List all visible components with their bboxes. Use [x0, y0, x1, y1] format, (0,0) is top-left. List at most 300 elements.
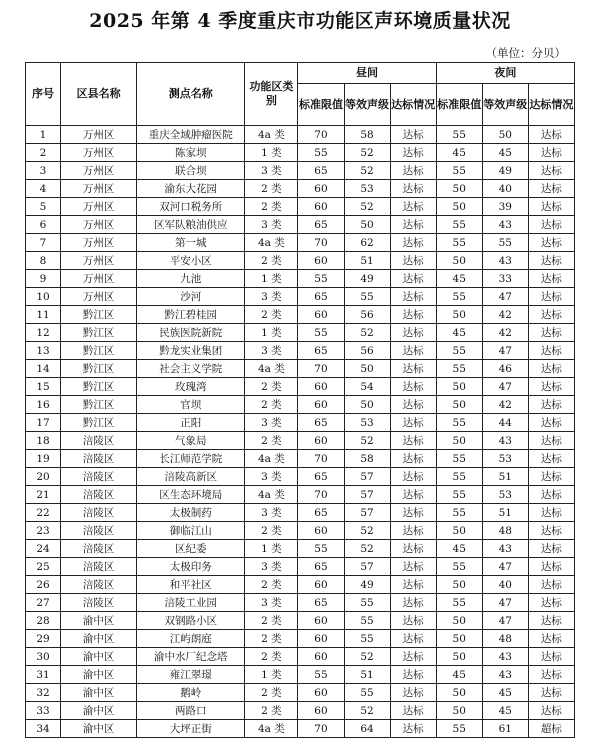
- header-day: 昼间: [298, 63, 436, 84]
- cell-district: 渝中区: [61, 720, 137, 738]
- cell-day-limit: 70: [298, 720, 344, 738]
- cell-night-level: 46: [482, 360, 528, 378]
- cell-day-status: 达标: [390, 180, 436, 198]
- cell-night-status: 达标: [528, 162, 574, 180]
- table-row: [26, 450, 575, 468]
- cell-category: 1 类: [245, 144, 298, 162]
- cell-seq: 19: [26, 450, 61, 468]
- cell-day-status: 达标: [390, 144, 436, 162]
- cell-seq: 6: [26, 216, 61, 234]
- cell-category: 3 类: [245, 342, 298, 360]
- cell-seq: 14: [26, 360, 61, 378]
- cell-site: 区生态环境局: [137, 486, 245, 504]
- page-title: 2025 年第 4 季度重庆市功能区声环境质量状况: [89, 10, 511, 32]
- cell-night-limit: 55: [436, 342, 482, 360]
- cell-night-level: 45: [482, 684, 528, 702]
- cell-district: 万州区: [61, 234, 137, 252]
- table-row: [26, 144, 575, 162]
- cell-district: 万州区: [61, 270, 137, 288]
- table-row: [26, 162, 575, 180]
- cell-day-limit: 65: [298, 216, 344, 234]
- cell-category: 3 类: [245, 504, 298, 522]
- cell-night-limit: 45: [436, 270, 482, 288]
- cell-seq: 20: [26, 468, 61, 486]
- cell-day-level: 62: [344, 234, 390, 252]
- cell-night-status: 达标: [528, 324, 574, 342]
- table-row: [26, 504, 575, 522]
- table-row: [26, 522, 575, 540]
- cell-night-limit: 50: [436, 612, 482, 630]
- cell-day-status: 达标: [390, 666, 436, 684]
- cell-site: 双河口税务所: [137, 198, 245, 216]
- cell-night-status: 达标: [528, 270, 574, 288]
- cell-site: 沙河: [137, 288, 245, 306]
- cell-night-limit: 55: [436, 504, 482, 522]
- cell-night-limit: 45: [436, 666, 482, 684]
- cell-category: 2 类: [245, 684, 298, 702]
- cell-day-status: 达标: [390, 126, 436, 144]
- header-night-level: 等效声级: [482, 84, 528, 126]
- cell-district: 涪陵区: [61, 522, 137, 540]
- cell-category: 1 类: [245, 270, 298, 288]
- cell-night-status: 达标: [528, 594, 574, 612]
- cell-category: 4a 类: [245, 486, 298, 504]
- cell-day-limit: 65: [298, 342, 344, 360]
- cell-night-status: 达标: [528, 612, 574, 630]
- cell-seq: 33: [26, 702, 61, 720]
- cell-category: 1 类: [245, 666, 298, 684]
- cell-seq: 24: [26, 540, 61, 558]
- cell-night-status: 达标: [528, 342, 574, 360]
- cell-night-status: 达标: [528, 234, 574, 252]
- table-row: [26, 198, 575, 216]
- cell-site: 区军队粮油供应: [137, 216, 245, 234]
- cell-category: 3 类: [245, 288, 298, 306]
- cell-night-level: 47: [482, 594, 528, 612]
- cell-night-status: 达标: [528, 378, 574, 396]
- cell-night-limit: 55: [436, 468, 482, 486]
- table-row: [26, 612, 575, 630]
- cell-night-level: 43: [482, 216, 528, 234]
- cell-seq: 12: [26, 324, 61, 342]
- cell-day-level: 52: [344, 162, 390, 180]
- cell-district: 涪陵区: [61, 504, 137, 522]
- cell-site: 大坪正街: [137, 720, 245, 738]
- cell-day-limit: 65: [298, 162, 344, 180]
- cell-day-limit: 60: [298, 378, 344, 396]
- cell-night-status: 达标: [528, 306, 574, 324]
- cell-day-limit: 60: [298, 522, 344, 540]
- table-row: [26, 576, 575, 594]
- cell-category: 2 类: [245, 648, 298, 666]
- cell-site: 联合坝: [137, 162, 245, 180]
- cell-night-limit: 50: [436, 576, 482, 594]
- cell-night-level: 53: [482, 450, 528, 468]
- cell-night-level: 42: [482, 324, 528, 342]
- table-row: [26, 342, 575, 360]
- cell-night-status: 达标: [528, 666, 574, 684]
- cell-category: 3 类: [245, 162, 298, 180]
- cell-day-level: 54: [344, 378, 390, 396]
- cell-night-level: 47: [482, 378, 528, 396]
- cell-site: 玫瑰湾: [137, 378, 245, 396]
- cell-category: 2 类: [245, 576, 298, 594]
- cell-site: 陈家坝: [137, 144, 245, 162]
- cell-site: 区纪委: [137, 540, 245, 558]
- cell-district: 万州区: [61, 126, 137, 144]
- cell-seq: 5: [26, 198, 61, 216]
- cell-district: 黔江区: [61, 342, 137, 360]
- cell-night-level: 40: [482, 180, 528, 198]
- cell-category: 2 类: [245, 630, 298, 648]
- cell-night-limit: 50: [436, 684, 482, 702]
- cell-day-limit: 60: [298, 576, 344, 594]
- cell-day-level: 53: [344, 414, 390, 432]
- cell-day-level: 52: [344, 432, 390, 450]
- cell-category: 2 类: [245, 702, 298, 720]
- cell-day-level: 57: [344, 504, 390, 522]
- table-row: [26, 270, 575, 288]
- cell-night-level: 61: [482, 720, 528, 738]
- cell-seq: 22: [26, 504, 61, 522]
- cell-district: 涪陵区: [61, 576, 137, 594]
- cell-site: 渝东大花园: [137, 180, 245, 198]
- cell-night-limit: 55: [436, 720, 482, 738]
- cell-day-level: 52: [344, 648, 390, 666]
- cell-night-level: 43: [482, 252, 528, 270]
- cell-day-level: 56: [344, 342, 390, 360]
- cell-night-level: 55: [482, 234, 528, 252]
- cell-seq: 25: [26, 558, 61, 576]
- cell-day-status: 达标: [390, 252, 436, 270]
- cell-night-level: 47: [482, 288, 528, 306]
- cell-district: 渝中区: [61, 630, 137, 648]
- cell-day-status: 达标: [390, 648, 436, 666]
- cell-day-status: 达标: [390, 360, 436, 378]
- cell-day-level: 52: [344, 702, 390, 720]
- cell-day-limit: 60: [298, 648, 344, 666]
- cell-night-limit: 55: [436, 594, 482, 612]
- cell-day-limit: 60: [298, 198, 344, 216]
- table-row: [26, 720, 575, 738]
- cell-night-level: 45: [482, 702, 528, 720]
- cell-category: 2 类: [245, 522, 298, 540]
- cell-day-level: 56: [344, 306, 390, 324]
- cell-night-level: 51: [482, 468, 528, 486]
- cell-district: 黔江区: [61, 414, 137, 432]
- cell-seq: 27: [26, 594, 61, 612]
- cell-night-limit: 50: [436, 702, 482, 720]
- header-night: 夜间: [436, 63, 574, 84]
- cell-district: 万州区: [61, 288, 137, 306]
- cell-day-limit: 60: [298, 252, 344, 270]
- cell-day-limit: 55: [298, 324, 344, 342]
- cell-day-level: 49: [344, 576, 390, 594]
- header-site: 测点名称: [137, 63, 245, 126]
- cell-night-status: 达标: [528, 576, 574, 594]
- cell-seq: 21: [26, 486, 61, 504]
- cell-day-status: 达标: [390, 396, 436, 414]
- cell-day-status: 达标: [390, 576, 436, 594]
- cell-site: 雍江翠璟: [137, 666, 245, 684]
- table-row: [26, 684, 575, 702]
- cell-night-level: 42: [482, 396, 528, 414]
- cell-category: 2 类: [245, 432, 298, 450]
- cell-night-limit: 55: [436, 360, 482, 378]
- cell-night-level: 39: [482, 198, 528, 216]
- cell-category: 2 类: [245, 612, 298, 630]
- cell-night-status: 达标: [528, 702, 574, 720]
- cell-district: 涪陵区: [61, 468, 137, 486]
- cell-district: 涪陵区: [61, 558, 137, 576]
- cell-category: 2 类: [245, 198, 298, 216]
- cell-day-level: 58: [344, 126, 390, 144]
- cell-site: 民族医院新院: [137, 324, 245, 342]
- cell-night-level: 47: [482, 342, 528, 360]
- cell-day-level: 50: [344, 360, 390, 378]
- cell-night-level: 47: [482, 558, 528, 576]
- cell-day-level: 52: [344, 324, 390, 342]
- header-day-status: 达标情况: [390, 84, 436, 126]
- cell-night-level: 43: [482, 432, 528, 450]
- cell-district: 黔江区: [61, 360, 137, 378]
- cell-site: 渝中水厂纪念塔: [137, 648, 245, 666]
- table-row: [26, 432, 575, 450]
- cell-seq: 10: [26, 288, 61, 306]
- cell-day-level: 50: [344, 216, 390, 234]
- cell-day-status: 达标: [390, 630, 436, 648]
- cell-day-status: 达标: [390, 702, 436, 720]
- cell-seq: 3: [26, 162, 61, 180]
- cell-day-status: 达标: [390, 684, 436, 702]
- cell-night-limit: 55: [436, 216, 482, 234]
- cell-day-limit: 65: [298, 414, 344, 432]
- cell-night-status: 达标: [528, 360, 574, 378]
- cell-night-status: 达标: [528, 450, 574, 468]
- cell-day-level: 64: [344, 720, 390, 738]
- table-row: [26, 486, 575, 504]
- cell-night-status: 达标: [528, 126, 574, 144]
- cell-district: 渝中区: [61, 612, 137, 630]
- cell-site: 黔龙实业集团: [137, 342, 245, 360]
- cell-seq: 29: [26, 630, 61, 648]
- cell-night-status: 达标: [528, 252, 574, 270]
- cell-site: 正阳: [137, 414, 245, 432]
- cell-day-limit: 60: [298, 612, 344, 630]
- table-body: [26, 126, 575, 738]
- cell-day-level: 51: [344, 252, 390, 270]
- cell-seq: 11: [26, 306, 61, 324]
- cell-district: 万州区: [61, 180, 137, 198]
- cell-night-status: 达标: [528, 468, 574, 486]
- cell-day-level: 53: [344, 180, 390, 198]
- header-night-status: 达标情况: [528, 84, 574, 126]
- cell-night-status: 达标: [528, 630, 574, 648]
- cell-category: 3 类: [245, 414, 298, 432]
- cell-night-level: 43: [482, 540, 528, 558]
- cell-night-limit: 45: [436, 324, 482, 342]
- cell-seq: 2: [26, 144, 61, 162]
- cell-site: 平安小区: [137, 252, 245, 270]
- cell-day-level: 50: [344, 396, 390, 414]
- cell-site: 双钢路小区: [137, 612, 245, 630]
- cell-night-level: 49: [482, 162, 528, 180]
- cell-day-limit: 60: [298, 684, 344, 702]
- cell-district: 涪陵区: [61, 594, 137, 612]
- cell-night-limit: 45: [436, 144, 482, 162]
- cell-night-level: 48: [482, 522, 528, 540]
- cell-site: 九池: [137, 270, 245, 288]
- cell-category: 4a 类: [245, 720, 298, 738]
- cell-seq: 4: [26, 180, 61, 198]
- cell-day-level: 55: [344, 594, 390, 612]
- cell-site: 鹅岭: [137, 684, 245, 702]
- cell-night-limit: 55: [436, 414, 482, 432]
- table-row: [26, 558, 575, 576]
- table-row: [26, 216, 575, 234]
- header-day-limit: 标准限值: [298, 84, 344, 126]
- table-row: [26, 630, 575, 648]
- cell-seq: 26: [26, 576, 61, 594]
- cell-night-status: 达标: [528, 558, 574, 576]
- cell-night-status: 达标: [528, 648, 574, 666]
- cell-night-level: 43: [482, 666, 528, 684]
- cell-category: 2 类: [245, 252, 298, 270]
- cell-site: 两路口: [137, 702, 245, 720]
- cell-district: 黔江区: [61, 396, 137, 414]
- cell-night-level: 44: [482, 414, 528, 432]
- cell-district: 渝中区: [61, 684, 137, 702]
- cell-seq: 23: [26, 522, 61, 540]
- cell-site: 社会主义学院: [137, 360, 245, 378]
- cell-day-level: 57: [344, 558, 390, 576]
- cell-site: 气象局: [137, 432, 245, 450]
- cell-category: 3 类: [245, 468, 298, 486]
- cell-night-status: 达标: [528, 198, 574, 216]
- cell-site: 御临江山: [137, 522, 245, 540]
- cell-category: 3 类: [245, 216, 298, 234]
- cell-night-limit: 55: [436, 162, 482, 180]
- cell-night-limit: 55: [436, 450, 482, 468]
- cell-day-limit: 55: [298, 666, 344, 684]
- cell-category: 4a 类: [245, 126, 298, 144]
- table-row: [26, 360, 575, 378]
- cell-district: 渝中区: [61, 666, 137, 684]
- table-row: [26, 234, 575, 252]
- cell-day-limit: 65: [298, 558, 344, 576]
- cell-seq: 13: [26, 342, 61, 360]
- cell-day-status: 达标: [390, 324, 436, 342]
- cell-night-limit: 55: [436, 486, 482, 504]
- cell-seq: 31: [26, 666, 61, 684]
- noise-quality-table: [25, 62, 575, 738]
- cell-day-limit: 55: [298, 144, 344, 162]
- cell-site: 重庆全域肿瘤医院: [137, 126, 245, 144]
- cell-category: 2 类: [245, 378, 298, 396]
- cell-day-level: 55: [344, 630, 390, 648]
- cell-day-status: 达标: [390, 162, 436, 180]
- cell-seq: 28: [26, 612, 61, 630]
- cell-site: 官坝: [137, 396, 245, 414]
- cell-night-level: 45: [482, 144, 528, 162]
- cell-day-level: 55: [344, 684, 390, 702]
- cell-day-status: 达标: [390, 468, 436, 486]
- cell-day-status: 达标: [390, 612, 436, 630]
- cell-night-limit: 50: [436, 648, 482, 666]
- table-row: [26, 306, 575, 324]
- cell-day-level: 49: [344, 270, 390, 288]
- cell-day-limit: 65: [298, 504, 344, 522]
- cell-category: 1 类: [245, 540, 298, 558]
- cell-night-limit: 50: [436, 306, 482, 324]
- cell-night-status: 达标: [528, 288, 574, 306]
- cell-day-status: 达标: [390, 504, 436, 522]
- table-row: [26, 324, 575, 342]
- cell-day-level: 52: [344, 540, 390, 558]
- cell-category: 4a 类: [245, 360, 298, 378]
- table-row: [26, 666, 575, 684]
- cell-night-status: 达标: [528, 216, 574, 234]
- cell-night-limit: 50: [436, 378, 482, 396]
- cell-day-level: 58: [344, 450, 390, 468]
- cell-day-status: 达标: [390, 432, 436, 450]
- cell-night-level: 40: [482, 576, 528, 594]
- cell-category: 1 类: [245, 324, 298, 342]
- cell-district: 涪陵区: [61, 540, 137, 558]
- cell-day-limit: 60: [298, 702, 344, 720]
- cell-day-status: 达标: [390, 270, 436, 288]
- table-row: [26, 540, 575, 558]
- cell-district: 涪陵区: [61, 486, 137, 504]
- cell-night-status: 达标: [528, 180, 574, 198]
- cell-night-status: 达标: [528, 540, 574, 558]
- cell-day-level: 52: [344, 522, 390, 540]
- cell-day-limit: 60: [298, 432, 344, 450]
- table-row: [26, 396, 575, 414]
- table-row: [26, 126, 575, 144]
- cell-day-limit: 65: [298, 468, 344, 486]
- cell-day-level: 51: [344, 666, 390, 684]
- cell-day-status: 达标: [390, 198, 436, 216]
- cell-district: 万州区: [61, 144, 137, 162]
- cell-district: 万州区: [61, 162, 137, 180]
- table-row: [26, 180, 575, 198]
- cell-day-status: 达标: [390, 450, 436, 468]
- cell-day-status: 达标: [390, 522, 436, 540]
- cell-day-limit: 70: [298, 360, 344, 378]
- cell-day-level: 57: [344, 486, 390, 504]
- cell-night-status: 达标: [528, 144, 574, 162]
- cell-day-limit: 65: [298, 594, 344, 612]
- cell-day-limit: 60: [298, 396, 344, 414]
- table-row: [26, 594, 575, 612]
- cell-day-status: 达标: [390, 594, 436, 612]
- cell-night-limit: 50: [436, 630, 482, 648]
- cell-category: 4a 类: [245, 234, 298, 252]
- cell-night-level: 47: [482, 612, 528, 630]
- cell-site: 太极制药: [137, 504, 245, 522]
- cell-night-level: 48: [482, 630, 528, 648]
- cell-seq: 9: [26, 270, 61, 288]
- cell-site: 第一城: [137, 234, 245, 252]
- cell-district: 涪陵区: [61, 450, 137, 468]
- cell-site: 和平社区: [137, 576, 245, 594]
- cell-night-limit: 50: [436, 180, 482, 198]
- cell-district: 黔江区: [61, 306, 137, 324]
- cell-category: 2 类: [245, 180, 298, 198]
- cell-site: 太极印务: [137, 558, 245, 576]
- cell-night-limit: 55: [436, 288, 482, 306]
